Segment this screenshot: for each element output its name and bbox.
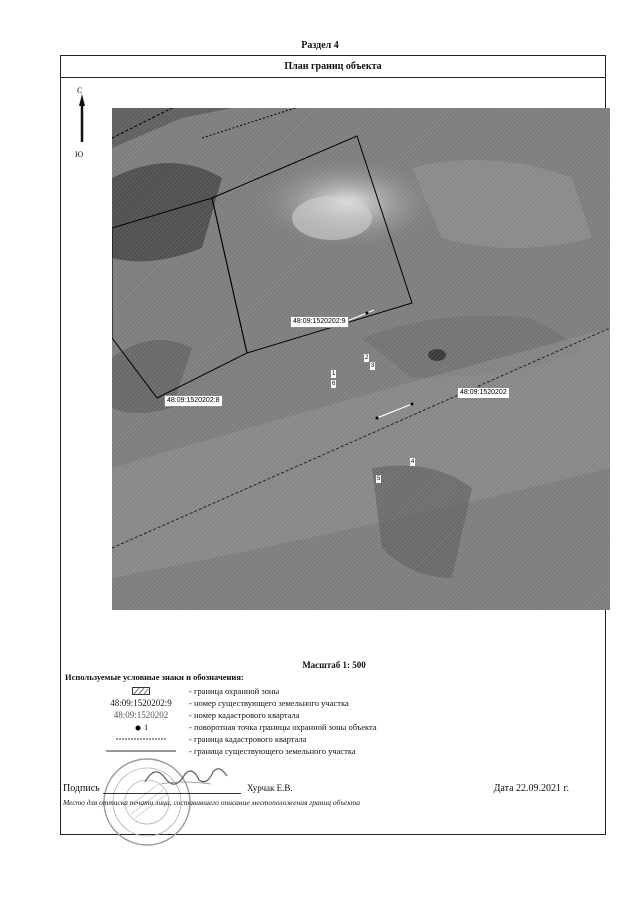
turn-point-label: 3 [371,363,375,369]
legend-symbol-text: 1 [144,723,149,732]
legend-description: - поворотная точка границы охранной зоны объекта [189,722,377,732]
legend-title: Используемые условные знаки и обозначения: [65,672,244,682]
dashed-line-icon [86,733,196,745]
satellite-map [112,108,610,610]
legend-symbol-text: 48:09:1520202 [113,710,169,720]
hatched-box-icon [86,685,196,697]
legend-symbol-text: 48:09:1520202:9 [110,698,172,708]
north-arrow [71,86,95,161]
signature-row [61,783,607,797]
stamp-place-caption: Место для оттиска печати лица, составившего описание местоположения границ объекта [63,798,361,807]
legend-symbol [86,721,196,733]
legend-description: - номер существующего земельного участка [189,698,349,708]
turn-point-label: 6 [332,381,336,387]
legend-description: - граница кадастрового квартала [189,734,307,744]
legend-item-protection-zone [61,685,607,697]
legend-item-turn-point [61,721,607,733]
signature-label: Подпись [63,783,100,794]
turn-point-label: 2 [365,355,369,361]
point-dot-icon [134,724,142,732]
legend-description: - номер кадастрового квартала [189,710,300,720]
map-image [112,108,610,610]
signature-line [103,793,241,794]
legend-description: - граница существующего земельного участка [189,746,356,756]
legend-item-quarter-border [61,733,607,745]
turn-point-label: 4 [411,459,415,465]
turn-point-label: 1 [332,371,336,377]
south-label: Ю [75,150,84,159]
section-title: Раздел 4 [301,40,339,51]
legend-item-quarter-number [61,709,607,721]
parcel-label-9: 48:09:1520202:9 [290,316,349,328]
signer-name: Хурчак Е.В. [247,783,293,793]
legend-item-parcel-number [61,697,607,709]
legend-description: - граница охранной зоны [189,686,280,696]
plan-header: План границ объекта [61,56,605,78]
turn-point-label: 5 [377,476,381,482]
signature-date: Дата 22.09.2021 г. [493,783,569,794]
north-label: С [77,86,83,95]
document-frame [60,55,606,835]
map-scale: Масштаб 1: 500 [302,660,366,670]
parcel-label-8: 48:09:1520202:8 [164,395,223,407]
cadastral-quarter-label: 48:09:1520202 [457,387,510,399]
